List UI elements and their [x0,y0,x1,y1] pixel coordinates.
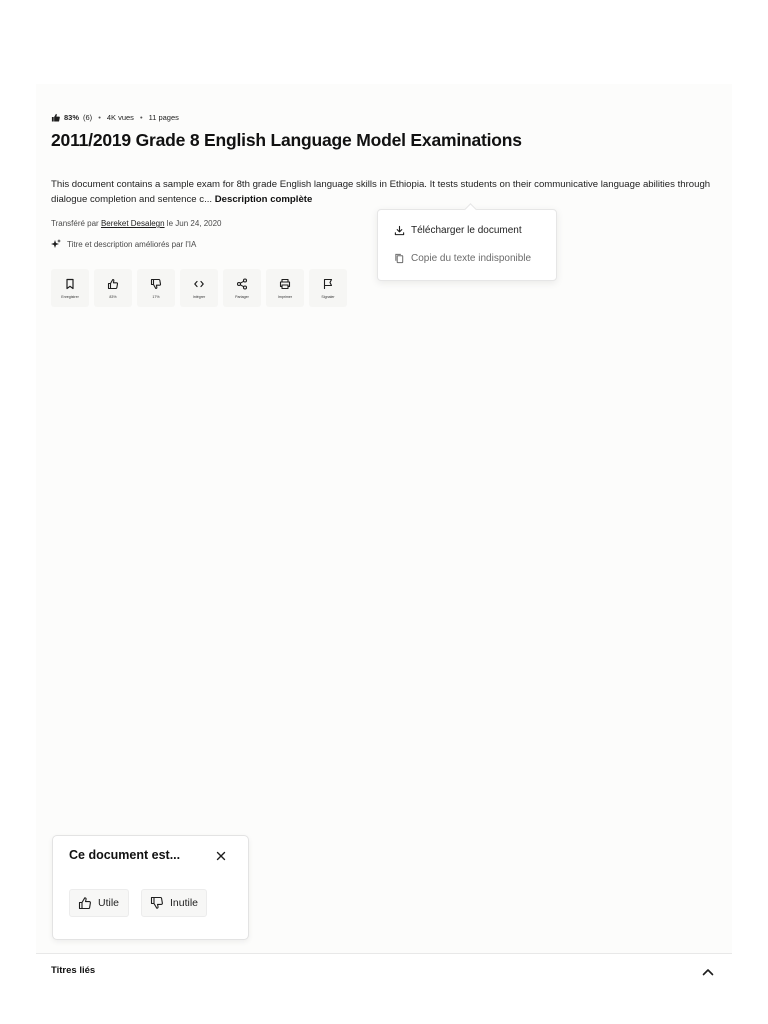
save-button[interactable] [51,269,89,307]
dislike-button[interactable] [137,269,175,307]
sparkle-icon [51,239,61,249]
report-button[interactable] [309,269,347,307]
report-label: Signaler [321,294,335,299]
thumbs-down-icon [150,278,162,290]
print-icon [279,278,291,290]
download-popover [377,209,557,281]
chevron-up-icon[interactable] [700,964,716,980]
upload-info [51,219,222,228]
flag-icon [322,278,334,290]
document-meta [51,113,179,122]
page-count: 11 pages [148,113,179,122]
related-titles-bar[interactable] [36,953,732,988]
copy-label: Copie du texte indisponible [411,253,532,264]
like-percent: 83% [109,294,117,299]
share-label: Partager [235,294,249,299]
not-useful-button[interactable] [141,889,207,917]
close-icon[interactable] [213,848,229,864]
document-actions [51,269,347,307]
not-useful-label: Inutile [169,897,198,909]
print-button[interactable] [266,269,304,307]
view-count: 4K vues [106,113,134,122]
document-title: 2011/2019 Grade 8 English Language Model Examinations [51,130,522,150]
like-button[interactable] [94,269,132,307]
download-icon [394,225,405,236]
uploader-link[interactable]: Bereket Desalegn [100,219,165,228]
feedback-card [52,835,249,940]
useful-label: Utile [98,897,120,909]
dislike-percent: 17% [152,294,160,299]
description-text: This document contains a sample exam for 8th grade English language skills in Ethiopia. It tests students on their communicative language abilities through dialogue completion and sentence c... [51,179,711,205]
thumbs-up-filled-icon [51,113,60,122]
copy-icon [394,253,405,264]
ai-note [51,239,196,249]
thumbs-up-icon [107,278,119,290]
thumbs-down-icon [150,896,164,910]
share-button[interactable] [223,269,261,307]
print-label: Imprimer [277,294,293,299]
embed-label: Intégrer [192,294,206,299]
uploaded-prefix: Transféré par [51,219,99,228]
uploaded-date: le Jun 24, 2020 [166,219,222,228]
useful-button[interactable] [69,889,129,917]
ai-note-text: Titre et description améliorés par l'IA [67,239,197,249]
full-description-link[interactable]: Description complète [214,194,313,205]
embed-button[interactable] [180,269,218,307]
copy-text-item [394,253,531,264]
save-label: Enregistrer [61,294,79,299]
download-document-button[interactable] [394,225,522,236]
rating-percent: 83% [64,113,80,122]
document-description [51,177,721,207]
thumbs-up-icon [78,896,92,910]
rating-count: (6) [83,113,93,122]
download-label: Télécharger le document [411,225,522,236]
related-titles-label: Titres liés [51,965,96,976]
share-icon [236,278,248,290]
separator-dot: • [98,113,101,122]
bookmark-icon [64,278,76,290]
feedback-title: Ce document est... [69,848,181,862]
code-icon [193,278,205,290]
separator-dot: • [139,113,143,122]
